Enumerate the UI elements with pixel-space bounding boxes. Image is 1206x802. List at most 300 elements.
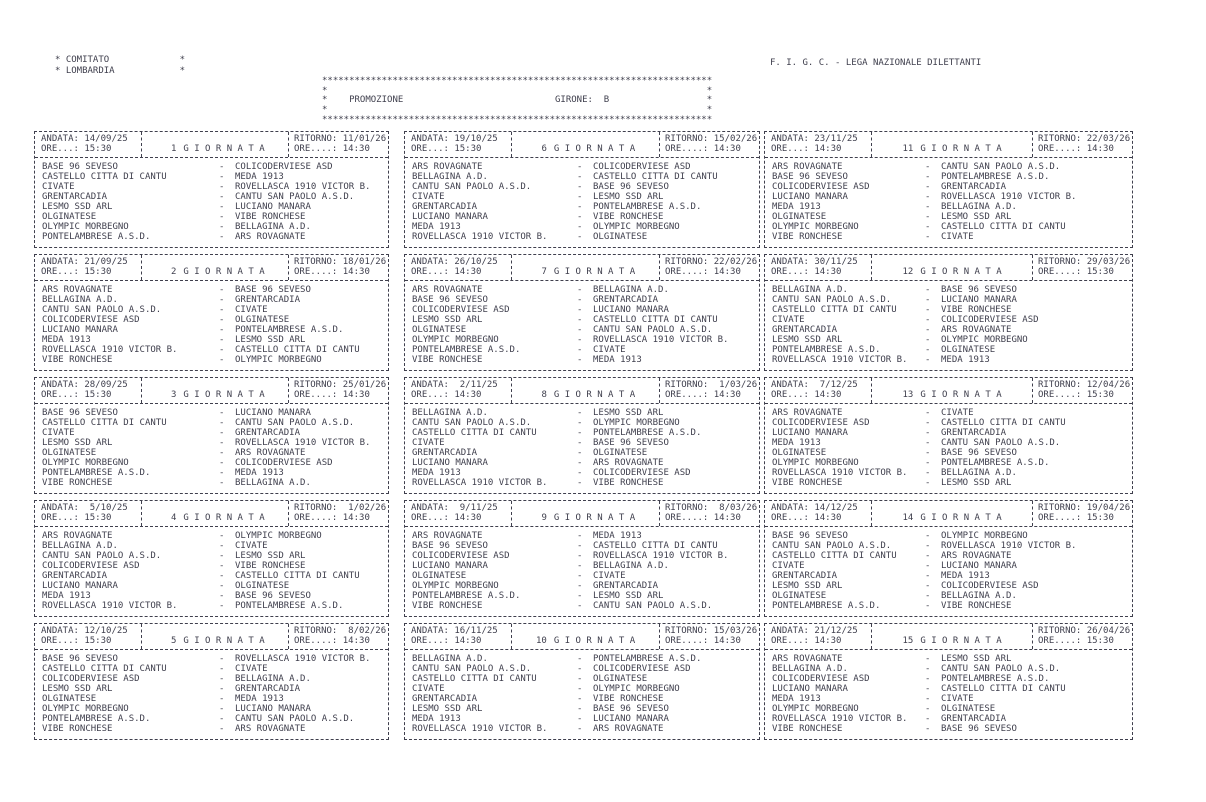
versus-dash: - — [925, 428, 931, 438]
away-team: LUCIANO MANARA — [235, 202, 311, 212]
fixture-row — [412, 724, 759, 734]
home-team: LESMO SSD ARL — [772, 335, 843, 345]
away-team: LUCIANO MANARA — [593, 305, 669, 315]
away-team: COLICODERVIESE ASD — [941, 315, 1039, 325]
andata-date: ANDATA: 9/11/25 — [411, 503, 498, 513]
versus-dash: - — [219, 345, 225, 355]
home-team: OLYMPIC MORBEGNO — [772, 458, 859, 468]
away-team: CASTELLO CITTA DI CANTU — [235, 345, 360, 355]
andata-time: ORE...: 14:30 — [411, 390, 482, 400]
ritorno-time: ORE....: 14:30 — [665, 267, 741, 277]
andata-cell — [405, 378, 512, 403]
fixture-row — [412, 182, 759, 192]
fixture-row — [42, 724, 388, 734]
away-team: OLGINATESE — [941, 704, 996, 714]
versus-dash: - — [219, 295, 225, 305]
versus-dash: - — [577, 355, 583, 365]
away-team: MEDA 1913 — [235, 172, 284, 182]
home-team: OLGINATESE — [412, 325, 467, 335]
home-team: LUCIANO MANARA — [772, 684, 848, 694]
away-team: PONTELAMBRESE A.S.D. — [941, 172, 1050, 182]
fixture-row — [412, 664, 759, 674]
home-team: LESMO SSD ARL — [412, 704, 483, 714]
ritorno-date: RITORNO: 11/01/26 — [294, 134, 387, 144]
ritorno-cell — [659, 132, 759, 157]
away-team: OLGINATESE — [593, 232, 648, 242]
andata-date: ANDATA: 12/10/25 — [41, 626, 128, 636]
fixture-row — [772, 285, 1132, 295]
giornata-label: G I O R N A T A — [553, 144, 636, 154]
fixture-row — [772, 561, 1132, 571]
away-team: CASTELLO CITTA DI CANTU — [941, 222, 1066, 232]
fixture-row — [42, 355, 388, 365]
home-team: LUCIANO MANARA — [412, 212, 488, 222]
home-team: BELLAGINA A.D. — [412, 172, 488, 182]
away-team: BELLAGINA A.D. — [941, 468, 1017, 478]
versus-dash: - — [219, 551, 225, 561]
fixture-row — [412, 232, 759, 242]
giornata-number: 4 — [170, 513, 177, 523]
fixture-row — [412, 714, 759, 724]
home-team: LESMO SSD ARL — [412, 315, 483, 325]
banner-title-line: * PROMOZIONE GIRONE: B * — [322, 95, 713, 106]
home-team: PONTELAMBRESE A.S.D. — [42, 468, 151, 478]
fixture-row — [42, 664, 388, 674]
home-team: COLICODERVIESE ASD — [412, 551, 510, 561]
fixture-row — [412, 468, 759, 478]
away-team: COLICODERVIESE ASD — [593, 162, 691, 172]
home-team: CANTU SAN PAOLO A.S.D. — [42, 551, 162, 561]
ritorno-time: ORE....: 15:30 — [1038, 636, 1114, 646]
lombardia-line: * LOMBARDIA * — [55, 66, 186, 76]
versus-dash: - — [925, 232, 931, 242]
versus-dash: - — [219, 222, 225, 232]
fixture-row — [772, 428, 1132, 438]
andata-cell — [765, 501, 872, 526]
ritorno-cell — [1032, 132, 1132, 157]
versus-dash: - — [925, 438, 931, 448]
andata-date: ANDATA: 19/10/25 — [411, 134, 498, 144]
away-team: PONTELAMBRESE A.S.D. — [235, 325, 344, 335]
andata-date: ANDATA: 2/11/25 — [411, 380, 498, 390]
versus-dash: - — [577, 182, 583, 192]
fixture-row — [412, 601, 759, 611]
home-team: OLGINATESE — [772, 212, 827, 222]
fixture-row — [772, 714, 1132, 724]
fixture-row — [42, 222, 388, 232]
andata-cell — [405, 255, 512, 280]
away-team: VIBE RONCHESE — [593, 694, 664, 704]
home-team: CANTU SAN PAOLO A.S.D. — [772, 295, 892, 305]
fixture-row — [412, 541, 759, 551]
fixture-row — [42, 704, 388, 714]
versus-dash: - — [925, 325, 931, 335]
home-team: BASE 96 SEVESO — [772, 531, 848, 541]
fixture-row — [772, 448, 1132, 458]
fixture-row — [772, 581, 1132, 591]
fixture-row — [42, 428, 388, 438]
home-team: ROVELLASCA 1910 VICTOR B. — [42, 601, 178, 611]
versus-dash: - — [577, 478, 583, 488]
away-team: VIBE RONCHESE — [235, 561, 306, 571]
versus-dash: - — [577, 202, 583, 212]
fixture-row — [412, 674, 759, 684]
away-team: ROVELLASCA 1910 VICTOR B. — [235, 182, 371, 192]
giornata-header — [765, 378, 1132, 404]
versus-dash: - — [219, 438, 225, 448]
home-team: MEDA 1913 — [772, 438, 821, 448]
away-team: CIVATE — [941, 408, 974, 418]
ritorno-date: RITORNO: 25/01/26 — [294, 380, 387, 390]
giornata-header — [35, 501, 388, 527]
fixture-row — [412, 222, 759, 232]
fixture-row — [42, 551, 388, 561]
fixture-row — [772, 551, 1132, 561]
away-team: CASTELLO CITTA DI CANTU — [593, 172, 718, 182]
versus-dash: - — [577, 458, 583, 468]
versus-dash: - — [925, 694, 931, 704]
andata-time: ORE...: 15:30 — [41, 636, 112, 646]
giornata-box — [764, 623, 1133, 740]
giornata-header — [35, 255, 388, 281]
away-team: CANTU SAN PAOLO A.S.D. — [593, 601, 713, 611]
fixture-row — [42, 295, 388, 305]
home-team: GRENTARCADIA — [412, 448, 478, 458]
versus-dash: - — [219, 541, 225, 551]
versus-dash: - — [925, 315, 931, 325]
away-team: LESMO SSD ARL — [941, 212, 1012, 222]
ritorno-time: ORE....: 14:30 — [1038, 144, 1114, 154]
home-team: CANTU SAN PAOLO A.S.D. — [412, 664, 532, 674]
giornata-box — [404, 377, 760, 494]
away-team: VIBE RONCHESE — [593, 212, 664, 222]
andata-time: ORE...: 14:30 — [771, 144, 842, 154]
giornata-title-cell — [142, 255, 288, 280]
fixture-row — [772, 202, 1132, 212]
fixture-row — [412, 458, 759, 468]
fixture-row — [412, 202, 759, 212]
versus-dash: - — [925, 664, 931, 674]
fixture-row — [412, 345, 759, 355]
versus-dash: - — [925, 222, 931, 232]
andata-time: ORE...: 14:30 — [771, 513, 842, 523]
home-team: MEDA 1913 — [772, 694, 821, 704]
away-team: GRENTARCADIA — [941, 428, 1007, 438]
giornata-number: 2 — [170, 267, 177, 277]
ritorno-cell — [288, 255, 388, 280]
home-team: LESMO SSD ARL — [42, 202, 113, 212]
home-team: COLICODERVIESE ASD — [772, 182, 870, 192]
giornata-title-cell — [872, 378, 1032, 403]
fixture-row — [412, 581, 759, 591]
fixtures-list — [35, 404, 388, 493]
versus-dash: - — [577, 591, 583, 601]
away-team: CANTU SAN PAOLO A.S.D. — [941, 162, 1061, 172]
versus-dash: - — [577, 335, 583, 345]
fixture-row — [772, 654, 1132, 664]
home-team: MEDA 1913 — [42, 591, 91, 601]
away-team: VIBE RONCHESE — [941, 601, 1012, 611]
home-team: MEDA 1913 — [412, 468, 461, 478]
versus-dash: - — [577, 714, 583, 724]
home-team: OLGINATESE — [772, 591, 827, 601]
ritorno-date: RITORNO: 26/04/26 — [1038, 626, 1131, 636]
andata-date: ANDATA: 30/11/25 — [771, 257, 858, 267]
fixture-row — [42, 458, 388, 468]
away-team: ROVELLASCA 1910 VICTOR B. — [941, 192, 1077, 202]
home-team: CASTELLO CITTA DI CANTU — [42, 418, 167, 428]
versus-dash: - — [925, 448, 931, 458]
andata-cell — [765, 132, 872, 157]
versus-dash: - — [219, 581, 225, 591]
away-team: CASTELLO CITTA DI CANTU — [941, 684, 1066, 694]
away-team: ARS ROVAGNATE — [593, 724, 664, 734]
home-team: BELLAGINA A.D. — [412, 654, 488, 664]
fixture-row — [42, 571, 388, 581]
away-team: MEDA 1913 — [593, 355, 642, 365]
versus-dash: - — [925, 182, 931, 192]
away-team: CANTU SAN PAOLO A.S.D. — [235, 714, 355, 724]
fixture-row — [412, 325, 759, 335]
home-team: BELLAGINA A.D. — [412, 408, 488, 418]
giornata-header — [405, 501, 759, 527]
versus-dash: - — [577, 531, 583, 541]
away-team: GRENTARCADIA — [593, 295, 659, 305]
home-team: ROVELLASCA 1910 VICTOR B. — [412, 478, 548, 488]
versus-dash: - — [577, 694, 583, 704]
fixture-row — [412, 305, 759, 315]
andata-date: ANDATA: 26/10/25 — [411, 257, 498, 267]
fixture-row — [412, 428, 759, 438]
andata-time: ORE...: 15:30 — [41, 267, 112, 277]
giornata-title-cell — [512, 255, 659, 280]
andata-date: ANDATA: 14/09/25 — [41, 134, 128, 144]
home-team: OLGINATESE — [772, 448, 827, 458]
giornata-number: 3 — [170, 390, 177, 400]
fixture-row — [772, 182, 1132, 192]
home-team: MEDA 1913 — [412, 714, 461, 724]
home-team: LUCIANO MANARA — [412, 561, 488, 571]
ritorno-time: ORE....: 14:30 — [665, 390, 741, 400]
giornata-box — [764, 377, 1133, 494]
home-team: OLYMPIC MORBEGNO — [772, 704, 859, 714]
home-team: CASTELLO CITTA DI CANTU — [412, 674, 537, 684]
home-team: VIBE RONCHESE — [772, 724, 843, 734]
home-team: ARS ROVAGNATE — [772, 162, 843, 172]
fixtures-list — [405, 158, 759, 247]
versus-dash: - — [925, 172, 931, 182]
ritorno-cell — [659, 378, 759, 403]
fixture-row — [42, 305, 388, 315]
away-team: CIVATE — [235, 305, 268, 315]
giornata-box — [34, 377, 389, 494]
fixture-row — [42, 448, 388, 458]
andata-time: ORE...: 15:30 — [41, 144, 112, 154]
away-team: LUCIANO MANARA — [941, 561, 1017, 571]
ritorno-date: RITORNO: 12/04/26 — [1038, 380, 1131, 390]
versus-dash: - — [577, 285, 583, 295]
away-team: LUCIANO MANARA — [235, 408, 311, 418]
fixture-row — [772, 478, 1132, 488]
fixture-row — [412, 172, 759, 182]
andata-date: ANDATA: 16/11/25 — [411, 626, 498, 636]
versus-dash: - — [925, 714, 931, 724]
away-team: PONTELAMBRESE A.S.D. — [593, 202, 702, 212]
fixture-row — [412, 654, 759, 664]
andata-time: ORE...: 14:30 — [771, 390, 842, 400]
fixture-row — [772, 438, 1132, 448]
fixture-row — [42, 285, 388, 295]
versus-dash: - — [577, 408, 583, 418]
versus-dash: - — [925, 551, 931, 561]
versus-dash: - — [577, 468, 583, 478]
versus-dash: - — [219, 315, 225, 325]
andata-date: ANDATA: 28/09/25 — [41, 380, 128, 390]
giornata-number: 9 — [541, 513, 547, 523]
versus-dash: - — [577, 428, 583, 438]
home-team: CASTELLO CITTA DI CANTU — [772, 551, 897, 561]
versus-dash: - — [219, 285, 225, 295]
fixture-row — [42, 325, 388, 335]
home-team: LUCIANO MANARA — [772, 428, 848, 438]
banner-blank-line: * * — [322, 85, 713, 96]
fixture-row — [772, 571, 1132, 581]
versus-dash: - — [925, 408, 931, 418]
giornata-number: 7 — [541, 267, 547, 277]
versus-dash: - — [219, 448, 225, 458]
fixture-row — [412, 355, 759, 365]
giornata-title-cell — [872, 501, 1032, 526]
home-team: PONTELAMBRESE A.S.D. — [412, 591, 521, 601]
away-team: CASTELLO CITTA DI CANTU — [941, 418, 1066, 428]
versus-dash: - — [925, 295, 931, 305]
home-team: GRENTARCADIA — [412, 694, 478, 704]
versus-dash: - — [925, 704, 931, 714]
away-team: OLGINATESE — [593, 674, 648, 684]
home-team: LUCIANO MANARA — [412, 458, 488, 468]
giornata-box — [34, 254, 389, 371]
versus-dash: - — [577, 664, 583, 674]
ritorno-time: ORE....: 14:30 — [294, 513, 370, 523]
andata-cell — [405, 132, 512, 157]
away-team: OLYMPIC MORBEGNO — [235, 531, 322, 541]
andata-date: ANDATA: 5/10/25 — [41, 503, 128, 513]
home-team: ARS ROVAGNATE — [772, 654, 843, 664]
andata-cell — [765, 255, 872, 280]
away-team: LUCIANO MANARA — [941, 295, 1017, 305]
ritorno-cell — [1032, 624, 1132, 649]
giornata-header — [35, 132, 388, 158]
home-team: OLYMPIC MORBEGNO — [42, 704, 129, 714]
ritorno-date: RITORNO: 29/03/26 — [1038, 257, 1131, 267]
away-team: ROVELLASCA 1910 VICTOR B. — [235, 438, 371, 448]
andata-cell — [35, 255, 142, 280]
fixture-row — [42, 541, 388, 551]
away-team: CASTELLO CITTA DI CANTU — [593, 315, 718, 325]
fixture-row — [42, 212, 388, 222]
away-team: CIVATE — [941, 232, 974, 242]
home-team: BELLAGINA A.D. — [42, 541, 118, 551]
ritorno-cell — [288, 501, 388, 526]
away-team: CANTU SAN PAOLO A.S.D. — [235, 192, 355, 202]
giornata-header — [765, 132, 1132, 158]
fixture-row — [412, 531, 759, 541]
fixture-row — [42, 345, 388, 355]
home-team: OLGINATESE — [42, 448, 97, 458]
fixture-row — [412, 192, 759, 202]
giornata-number: 11 — [902, 144, 914, 154]
giornata-box — [764, 254, 1133, 371]
home-team: BELLAGINA A.D. — [42, 295, 118, 305]
versus-dash: - — [219, 714, 225, 724]
versus-dash: - — [925, 561, 931, 571]
banner-blank-line: * * — [322, 105, 713, 116]
fixture-row — [412, 684, 759, 694]
giornata-box — [764, 500, 1133, 617]
away-team: VIBE RONCHESE — [235, 212, 306, 222]
versus-dash: - — [577, 551, 583, 561]
versus-dash: - — [925, 418, 931, 428]
home-team: ARS ROVAGNATE — [42, 285, 113, 295]
ritorno-cell — [288, 132, 388, 157]
versus-dash: - — [577, 601, 583, 611]
ritorno-time: ORE....: 14:30 — [665, 513, 741, 523]
away-team: OLYMPIC MORBEGNO — [235, 355, 322, 365]
giornata-title-cell — [142, 132, 288, 157]
versus-dash: - — [577, 305, 583, 315]
away-team: OLGINATESE — [235, 315, 290, 325]
giornata-label: G I O R N A T A — [920, 513, 1002, 523]
away-team: LESMO SSD ARL — [941, 478, 1012, 488]
away-team: BASE 96 SEVESO — [941, 285, 1017, 295]
giornata-label: G I O R N A T A — [553, 390, 636, 400]
banner-border-top: ************************************************************************ — [322, 76, 713, 86]
giornata-label: G I O R N A T A — [553, 267, 636, 277]
fixture-row — [412, 315, 759, 325]
home-team: LESMO SSD ARL — [772, 581, 843, 591]
home-team: COLICODERVIESE ASD — [42, 674, 140, 684]
home-team: BASE 96 SEVESO — [42, 654, 118, 664]
versus-dash: - — [577, 192, 583, 202]
andata-time: ORE...: 14:30 — [411, 513, 482, 523]
versus-dash: - — [577, 684, 583, 694]
away-team: LUCIANO MANARA — [235, 704, 311, 714]
versus-dash: - — [219, 468, 225, 478]
fixture-row — [772, 315, 1132, 325]
versus-dash: - — [219, 531, 225, 541]
giornata-title-cell — [142, 501, 288, 526]
ritorno-date: RITORNO: 15/02/26 — [665, 134, 758, 144]
away-team: LESMO SSD ARL — [941, 654, 1012, 664]
fixture-row — [42, 561, 388, 571]
giornata-number: 1 — [170, 144, 177, 154]
home-team: MEDA 1913 — [42, 335, 91, 345]
fixture-row — [412, 561, 759, 571]
giornata-label: G I O R N A T A — [920, 267, 1002, 277]
giornata-number: 14 — [902, 513, 914, 523]
comitato-block — [55, 55, 185, 77]
home-team: PONTELAMBRESE A.S.D. — [772, 601, 881, 611]
home-team: VIBE RONCHESE — [412, 355, 483, 365]
fixture-row — [772, 684, 1132, 694]
fixture-row — [772, 212, 1132, 222]
home-team: OLGINATESE — [42, 212, 97, 222]
ritorno-time: ORE....: 14:30 — [294, 390, 370, 400]
versus-dash: - — [219, 478, 225, 488]
giornata-label: G I O R N A T A — [920, 390, 1002, 400]
versus-dash: - — [219, 325, 225, 335]
away-team: PONTELAMBRESE A.S.D. — [593, 428, 702, 438]
